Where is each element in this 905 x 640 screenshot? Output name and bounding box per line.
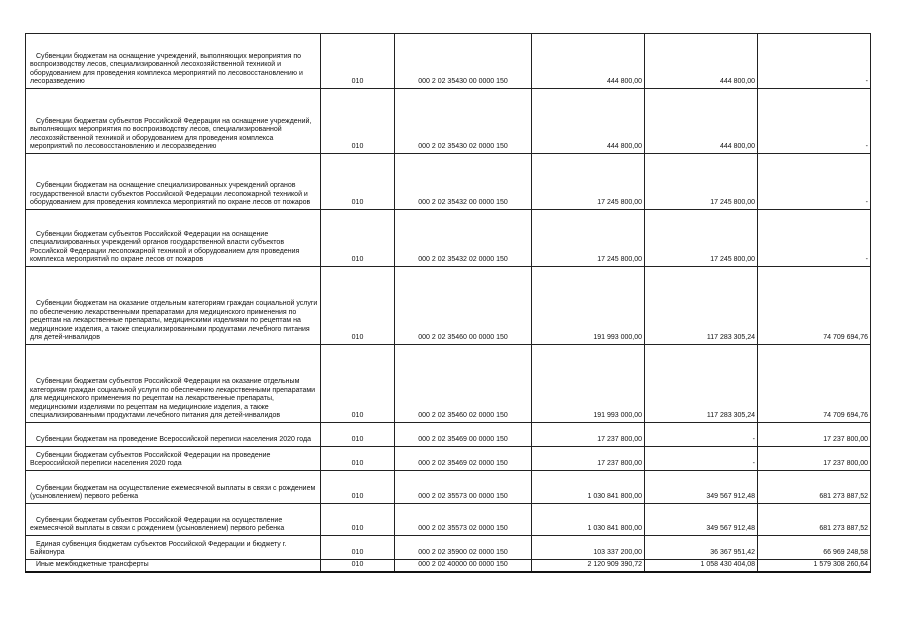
row-approved: 191 993 000,00 <box>532 267 645 345</box>
row-code: 010 <box>321 536 395 560</box>
row-code: 010 <box>321 423 395 447</box>
table-row <box>26 154 871 210</box>
row-kbk: 000 2 02 35573 00 0000 150 <box>395 471 532 504</box>
row-approved: 1 030 841 800,00 <box>532 471 645 504</box>
row-kbk: 000 2 02 35460 02 0000 150 <box>395 345 532 423</box>
row-kbk: 000 2 02 35432 00 0000 150 <box>395 154 532 210</box>
table-row <box>26 504 871 536</box>
row-approved: 17 245 800,00 <box>532 210 645 267</box>
table-row <box>26 536 871 560</box>
row-kbk: 000 2 02 40000 00 0000 150 <box>395 560 532 572</box>
row-executed: 1 058 430 404,08 <box>645 560 758 572</box>
row-name: Иные межбюджетные трансферты <box>26 560 321 572</box>
row-kbk: 000 2 02 35460 00 0000 150 <box>395 267 532 345</box>
table-row <box>26 345 871 423</box>
row-name: Субвенции бюджетам на проведение Всероссийской переписи населения 2020 года <box>26 423 321 447</box>
row-name: Субвенции бюджетам субъектов Российской Федерации на осуществление ежемесячной выплаты в связи с рождением (усыновлением) первого ребенка <box>26 504 321 536</box>
row-kbk: 000 2 02 35469 00 0000 150 <box>395 423 532 447</box>
row-executed: 444 800,00 <box>645 89 758 154</box>
row-name: Субвенции бюджетам субъектов Российской Федерации на оснащение специализированных учреждений органов государственной власти субъектов Российской Федерации лесопожарной техникой и оборудованием для проведения комплекса мероприятий по охране лесов от пожаров <box>26 210 321 267</box>
row-executed: - <box>645 447 758 471</box>
row-name: Субвенции бюджетам на оказание отдельным категориям граждан социальной услуги по обеспечению лекарственными препаратами для медицинского применения по рецептам на лекарственные препараты, медицинскими изделиями по рецептам на медицинские изделия, а также специализированными продуктами лечебного питания для детей-инвалидов <box>26 267 321 345</box>
row-executed: 117 283 305,24 <box>645 345 758 423</box>
row-kbk: 000 2 02 35430 00 0000 150 <box>395 34 532 89</box>
row-kbk: 000 2 02 35430 02 0000 150 <box>395 89 532 154</box>
row-unexecuted: - <box>758 210 871 267</box>
table-row <box>26 471 871 504</box>
row-executed: 17 245 800,00 <box>645 154 758 210</box>
row-code: 010 <box>321 560 395 572</box>
row-kbk: 000 2 02 35432 02 0000 150 <box>395 210 532 267</box>
table-row <box>26 89 871 154</box>
row-executed: - <box>645 423 758 447</box>
row-approved: 191 993 000,00 <box>532 345 645 423</box>
row-executed: 117 283 305,24 <box>645 267 758 345</box>
table-row <box>26 267 871 345</box>
row-approved: 17 245 800,00 <box>532 154 645 210</box>
row-name: Единая субвенция бюджетам субъектов Российской Федерации и бюджету г. Байконура <box>26 536 321 560</box>
row-code: 010 <box>321 89 395 154</box>
table-row <box>26 34 871 89</box>
row-code: 010 <box>321 504 395 536</box>
row-code: 010 <box>321 447 395 471</box>
row-executed: 349 567 912,48 <box>645 504 758 536</box>
row-code: 010 <box>321 154 395 210</box>
row-name: Субвенции бюджетам субъектов Российской Федерации на оказание отдельным категориям граждан социальной услуги по обеспечению лекарственными препаратами для медицинского применения по рецептам на лекарственные препараты, медицинскими изделиями по рецептам на медицинские изделия, а также специализированными продуктами лечебного питания для детей-инвалидов <box>26 345 321 423</box>
row-name: Субвенции бюджетам на оснащение учреждений, выполняющих мероприятия по воспроизводству лесов, специализированной лесохозяйственной техникой и оборудованием для проведения комплекса мероприятий по лесовосстановлению и лесоразведению <box>26 34 321 89</box>
row-unexecuted: 74 709 694,76 <box>758 267 871 345</box>
row-code: 010 <box>321 267 395 345</box>
row-approved: 2 120 909 390,72 <box>532 560 645 572</box>
row-approved: 17 237 800,00 <box>532 423 645 447</box>
table-row <box>26 560 871 572</box>
row-code: 010 <box>321 471 395 504</box>
row-unexecuted: 17 237 800,00 <box>758 447 871 471</box>
row-name: Субвенции бюджетам на оснащение специализированных учреждений органов государственной власти субъектов Российской Федерации лесопожарной техникой и оборудованием для проведения комплекса мероприятий по охране лесов от пожаров <box>26 154 321 210</box>
row-name: Субвенции бюджетам субъектов Российской Федерации на проведение Всероссийской переписи населения 2020 года <box>26 447 321 471</box>
row-name: Субвенции бюджетам субъектов Российской Федерации на оснащение учреждений, выполняющих мероприятия по воспроизводству лесов, специализированной лесохозяйственной техникой и оборудованием для проведения комплекса мероприятий по лесовосстановлению и лесоразведению <box>26 89 321 154</box>
row-executed: 349 567 912,48 <box>645 471 758 504</box>
table-row <box>26 447 871 471</box>
row-kbk: 000 2 02 35900 02 0000 150 <box>395 536 532 560</box>
row-approved: 1 030 841 800,00 <box>532 504 645 536</box>
row-kbk: 000 2 02 35573 02 0000 150 <box>395 504 532 536</box>
row-executed: 36 367 951,42 <box>645 536 758 560</box>
row-approved: 444 800,00 <box>532 34 645 89</box>
row-unexecuted: - <box>758 154 871 210</box>
row-unexecuted: 74 709 694,76 <box>758 345 871 423</box>
row-approved: 103 337 200,00 <box>532 536 645 560</box>
row-code: 010 <box>321 34 395 89</box>
row-unexecuted: 66 969 248,58 <box>758 536 871 560</box>
row-unexecuted: 681 273 887,52 <box>758 471 871 504</box>
row-unexecuted: 17 237 800,00 <box>758 423 871 447</box>
table-row <box>26 210 871 267</box>
row-executed: 17 245 800,00 <box>645 210 758 267</box>
row-unexecuted: 1 579 308 260,64 <box>758 560 871 572</box>
row-code: 010 <box>321 345 395 423</box>
row-kbk: 000 2 02 35469 02 0000 150 <box>395 447 532 471</box>
row-name: Субвенции бюджетам на осуществление ежемесячной выплаты в связи с рождением (усыновлением) первого ребенка <box>26 471 321 504</box>
row-executed: 444 800,00 <box>645 34 758 89</box>
row-unexecuted: - <box>758 34 871 89</box>
table-row <box>26 423 871 447</box>
row-unexecuted: - <box>758 89 871 154</box>
row-unexecuted: 681 273 887,52 <box>758 504 871 536</box>
budget-execution-table <box>25 33 871 573</box>
row-code: 010 <box>321 210 395 267</box>
row-approved: 17 237 800,00 <box>532 447 645 471</box>
row-approved: 444 800,00 <box>532 89 645 154</box>
